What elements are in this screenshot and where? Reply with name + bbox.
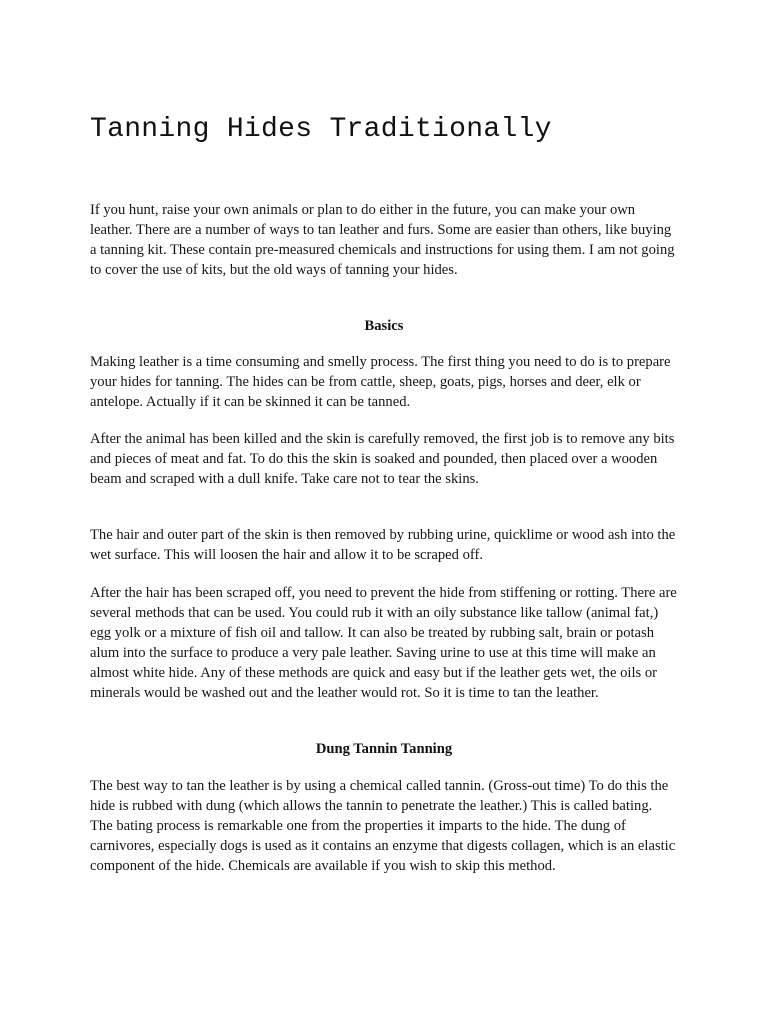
intro-paragraph: If you hunt, raise your own animals or plan to do either in the future, you can make your own leather. There are a number of ways to tan leather and furs. Some are easier than others, like buying a tanning kit. These contain pre-measured chemicals and instructions for using them. I am not going to cover the use of kits, but the old ways of tanning your hides. [90,202,675,278]
basics-paragraph-4: After the hair has been scraped off, you need to prevent the hide from stiffening or rotting. There are several methods that can be used. You could rub it with an oily substance like tallow (animal fat,) egg yolk or a mixture of fish oil and tallow. It can also be treated by rubbing salt, brain or potash alum into the surface to produce a very pale leather. Saving urine to use at this time will make an almost white hide. Any of these methods are quick and easy but if the leather gets wet, the oils or minerals would be washed out and the leather would rot. So it is time to tan the leather. [90,585,677,701]
section-heading-basics: Basics [364,318,404,334]
dung-tannin-paragraph-1-block [90,776,678,876]
basics-paragraph-3: The hair and outer part of the skin is then removed by rubbing urine, quicklime or wood ash into the wet surface. This will loosen the hair and allow it to be scraped off. [90,527,676,563]
dung-tannin-paragraph-1: The best way to tan the leather is by using a chemical called tannin. (Gross-out time) To do this the hide is rubbed with dung (which allows the tannin to penetrate the leather.) This is called bating. The bating process is remarkable one from the properties it imparts to the hide. The dung of carnivores, especially dogs is used as it contains an enzyme that digests collagen, which is an elastic component of the hide. Chemicals are available if you wish to skip this method. [90,778,676,874]
basics-paragraph-2: After the animal has been killed and the skin is carefully removed, the first job is to remove any bits and pieces of meat and fat. To do this the skin is soaked and pounded, then placed over a wooden beam and scraped with a dull knife. Take care not to tear the skins. [90,431,675,487]
basics-paragraph-3-block [90,525,678,565]
basics-paragraph-2-block [90,429,678,489]
section-heading-dung-tannin-tanning: Dung Tannin Tanning [315,741,453,757]
basics-paragraph-1-block [90,352,678,412]
basics-paragraph-4-block [90,583,678,703]
basics-paragraph-1: Making leather is a time consuming and smelly process. The first thing you need to do is to prepare your hides for tanning. The hides can be from cattle, sheep, goats, pigs, horses and deer, elk or antelope. Actually if it can be skinned it can be tanned. [90,354,671,410]
document-title: Tanning Hides Traditionally [90,114,552,145]
intro-paragraph-block [90,200,678,280]
